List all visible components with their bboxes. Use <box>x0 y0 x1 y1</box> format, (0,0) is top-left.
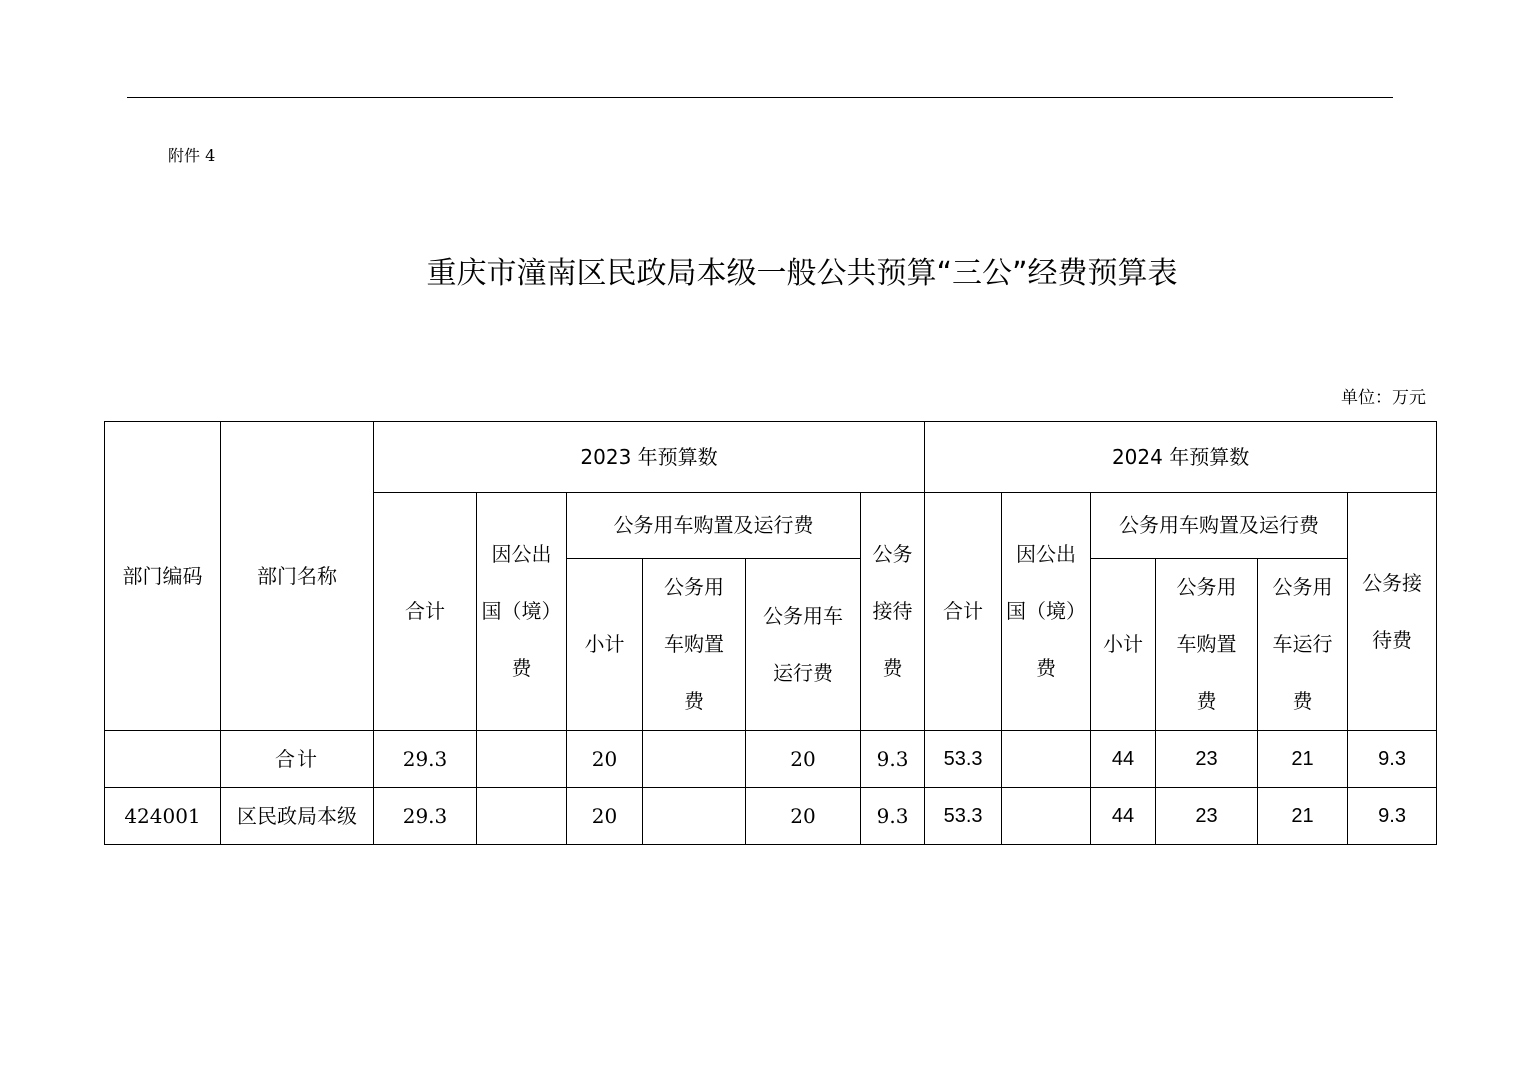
cell-2024-reception: 9.3 <box>1348 788 1437 845</box>
header-2023-total: 合计 <box>374 493 477 731</box>
cell-2024-subtotal: 44 <box>1091 788 1156 845</box>
attachment-label: 附件 4 <box>168 146 216 165</box>
cell-2024-purchase: 23 <box>1156 731 1258 788</box>
header-2023-vehicle-group: 公务用车购置及运行费 <box>567 493 861 559</box>
header-dept-code: 部门编码 <box>105 422 221 731</box>
cell-2023-purchase <box>643 788 746 845</box>
cell-2023-run: 20 <box>746 788 861 845</box>
header-rule <box>127 97 1393 98</box>
cell-2024-run: 21 <box>1258 731 1348 788</box>
header-row-years <box>105 422 1437 493</box>
header-2024-abroad: 因公出 国（境） 费 <box>1002 493 1091 731</box>
cell-2024-run: 21 <box>1258 788 1348 845</box>
header-2024-total: 合计 <box>925 493 1002 731</box>
header-2023-purchase: 公务用 车购置 费 <box>643 559 746 731</box>
cell-name: 区民政局本级 <box>221 788 374 845</box>
cell-2024-purchase: 23 <box>1156 788 1258 845</box>
cell-2024-total: 53.3 <box>925 788 1002 845</box>
cell-2024-subtotal: 44 <box>1091 731 1156 788</box>
cell-2023-abroad <box>477 731 567 788</box>
cell-2023-reception: 9.3 <box>861 788 925 845</box>
header-2024-subtotal: 小计 <box>1091 559 1156 731</box>
page-title: 重庆市潼南区民政局本级一般公共预算“三公”经费预算表 <box>426 256 1178 291</box>
header-2023-subtotal: 小计 <box>567 559 643 731</box>
budget-table <box>104 421 1437 845</box>
header-2023-run: 公务用车 运行费 <box>746 559 861 731</box>
cell-2023-subtotal: 20 <box>567 731 643 788</box>
table-row-total <box>105 731 1437 788</box>
header-2023-abroad: 因公出 国（境） 费 <box>477 493 567 731</box>
cell-2023-run: 20 <box>746 731 861 788</box>
cell-2023-purchase <box>643 731 746 788</box>
cell-2024-abroad <box>1002 788 1091 845</box>
header-year-2024: 2024 年预算数 <box>925 422 1437 493</box>
table-row <box>105 788 1437 845</box>
cell-code: 424001 <box>105 788 221 845</box>
cell-2023-subtotal: 20 <box>567 788 643 845</box>
cell-name: 合计 <box>221 731 374 788</box>
unit-label: 单位：万元 <box>1341 388 1426 408</box>
cell-code <box>105 731 221 788</box>
cell-2024-total: 53.3 <box>925 731 1002 788</box>
header-year-2023: 2023 年预算数 <box>374 422 925 493</box>
cell-2023-total: 29.3 <box>374 788 477 845</box>
cell-2024-abroad <box>1002 731 1091 788</box>
header-dept-name: 部门名称 <box>221 422 374 731</box>
header-2024-purchase: 公务用 车购置 费 <box>1156 559 1258 731</box>
header-2024-vehicle-group: 公务用车购置及运行费 <box>1091 493 1348 559</box>
cell-2023-abroad <box>477 788 567 845</box>
header-2024-run: 公务用 车运行 费 <box>1258 559 1348 731</box>
cell-2023-reception: 9.3 <box>861 731 925 788</box>
cell-2023-total: 29.3 <box>374 731 477 788</box>
cell-2024-reception: 9.3 <box>1348 731 1437 788</box>
header-2024-reception: 公务接 待费 <box>1348 493 1437 731</box>
header-2023-reception: 公务 接待 费 <box>861 493 925 731</box>
